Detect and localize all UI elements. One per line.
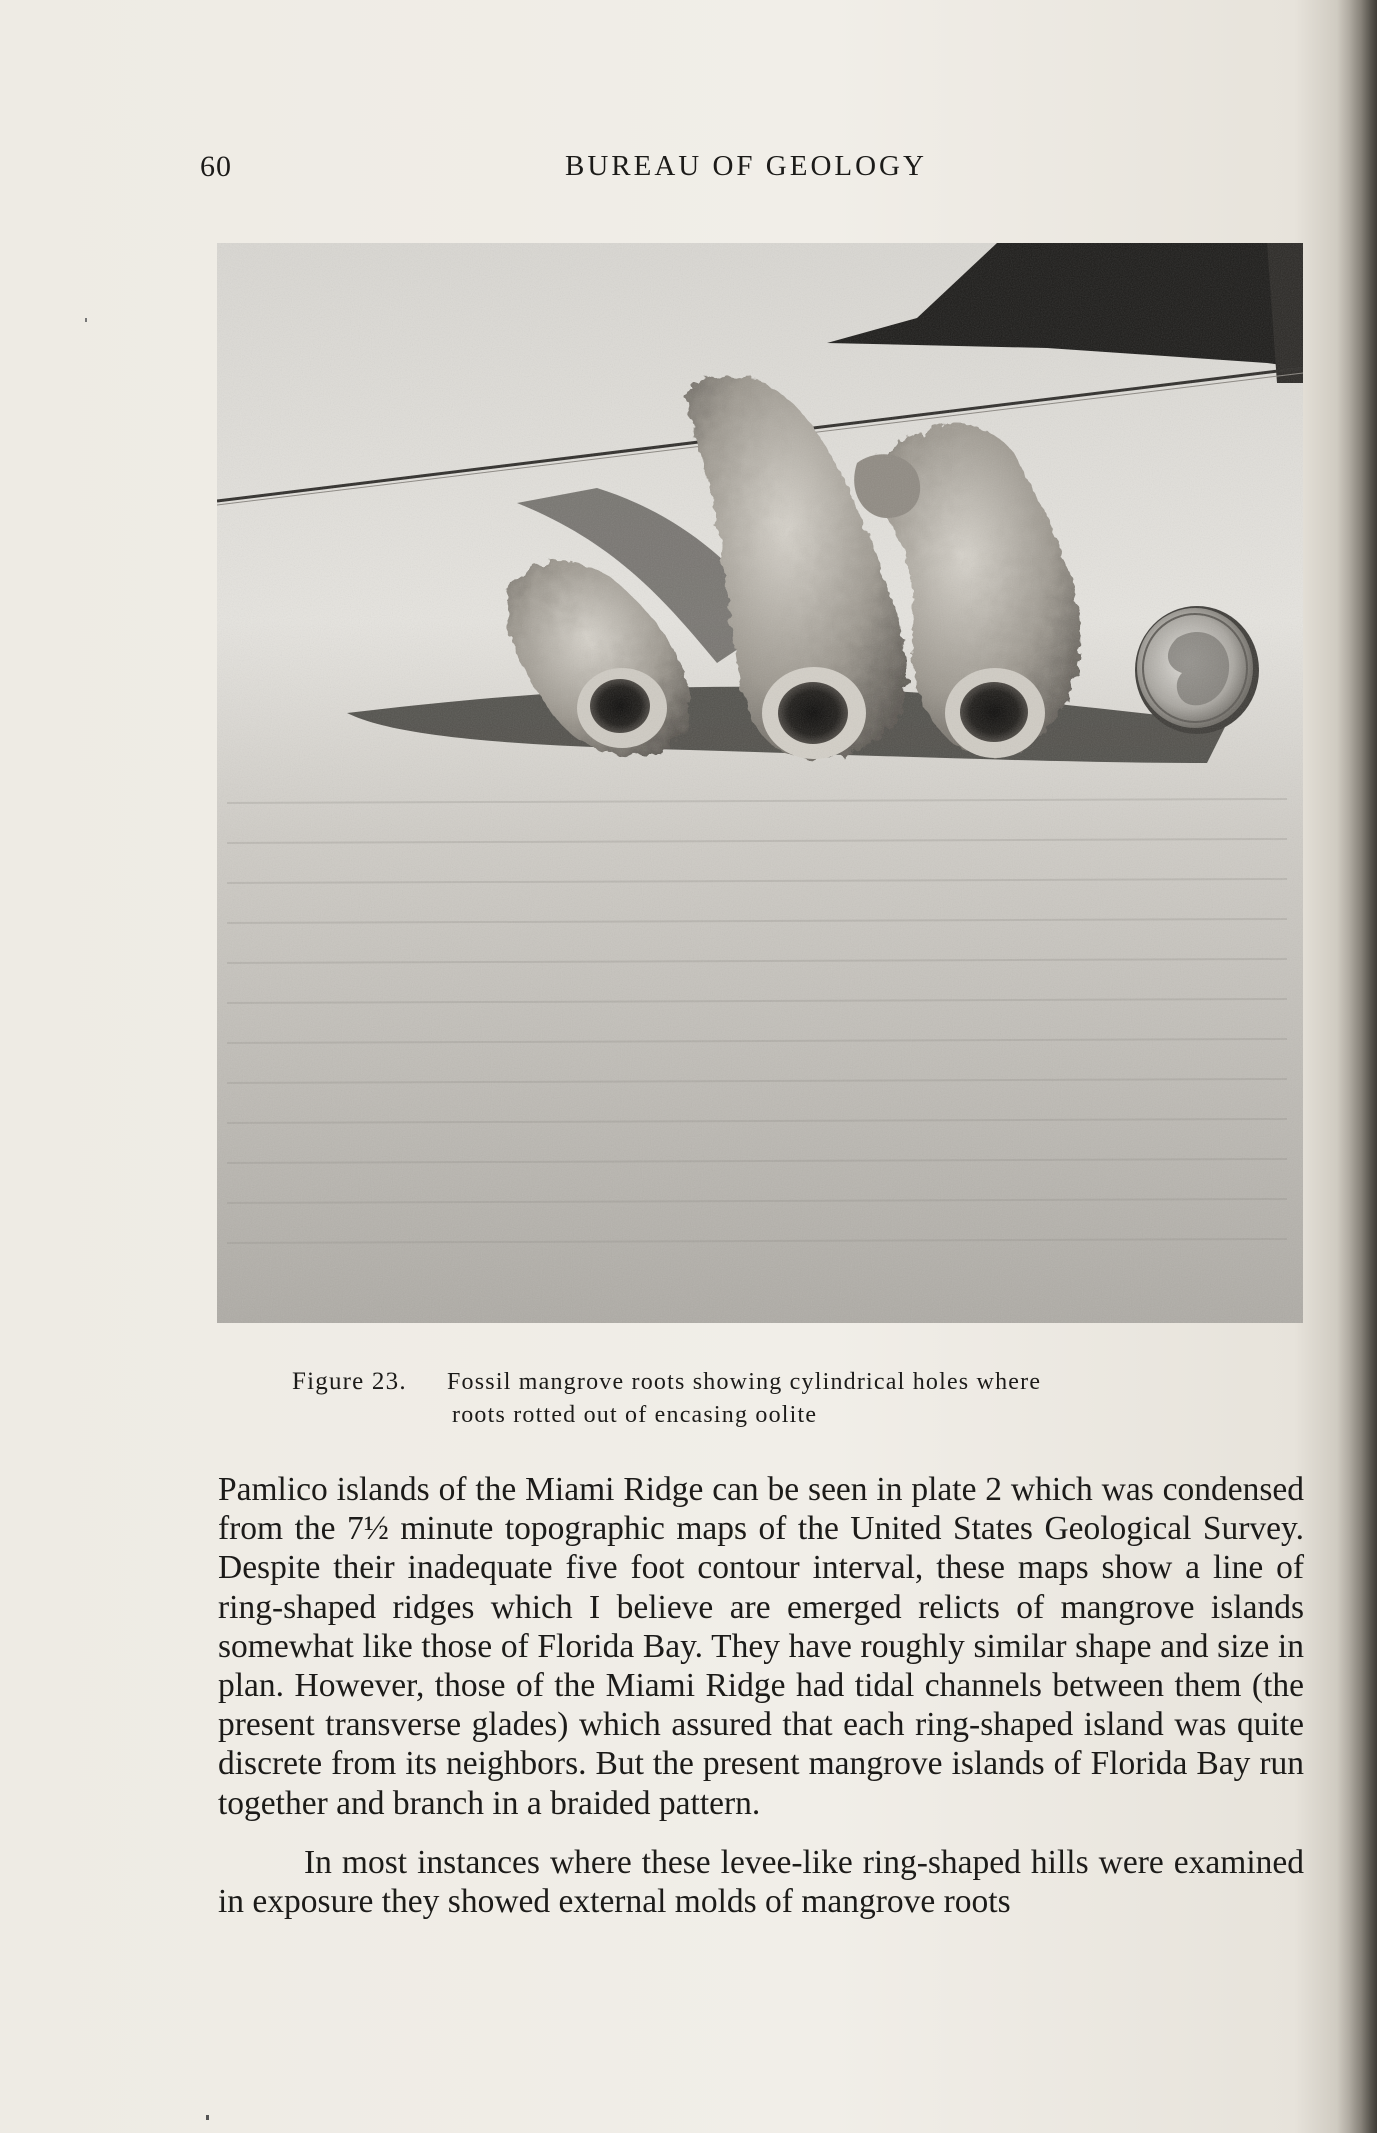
body-paragraph-1: Pamlico islands of the Miami Ridge can be seen in plate 2 which was condensed from the 7½ minute topographic maps of the United States Geological Survey. Despite their inadequate five foot contour interval, these maps show a line of ring-shaped ridges which I believe are emerged relicts of mangrove islands somewhat like those of Florida Bay. They have roughly similar shape and size in plan. However, those of the Miami Ridge had tidal channels between them (the present transverse glades) which assured that each ring-shaped island was quite discrete from its neighbors. But the present mangrove islands of Florida Bay run together and branch in a braided pattern.: [218, 1471, 1304, 1822]
figure-caption: [292, 1365, 1252, 1432]
caption-line-1: Fossil mangrove roots showing cylindrical holes where: [447, 1369, 1042, 1395]
caption-line-2: roots rotted out of encasing oolite: [452, 1402, 818, 1428]
figure-label: Figure 23.: [292, 1368, 407, 1395]
book-spine-shadow: [1337, 0, 1377, 2133]
figure-photograph: [217, 243, 1303, 1323]
page-number: 60: [200, 150, 232, 183]
running-head: [200, 150, 1300, 190]
body-text: [218, 1470, 1304, 1921]
body-paragraph-2: In most instances where these levee-like ring-shaped hills were examined in exposure they showed external molds of mangrove roots: [218, 1843, 1304, 1921]
running-head-title: BUREAU OF GEOLOGY: [565, 150, 927, 182]
paper-speck: [85, 318, 87, 322]
paper-speck-bottom: [206, 2115, 209, 2120]
